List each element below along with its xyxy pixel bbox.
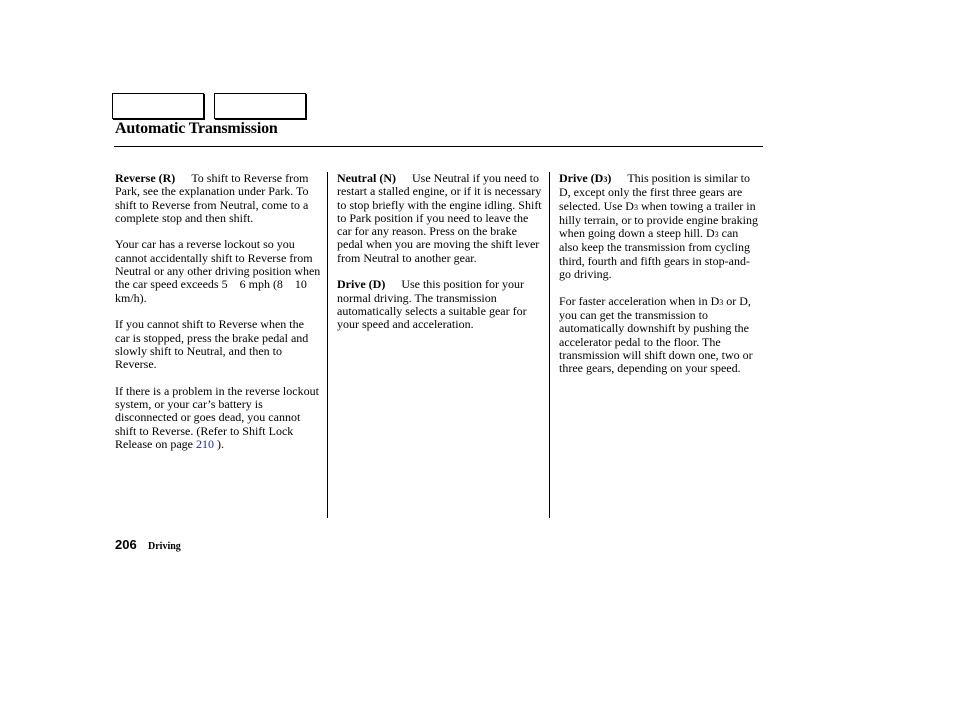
d3-heading xyxy=(559,171,611,185)
section-name: Driving xyxy=(148,541,181,552)
accel-sub: 3 xyxy=(719,297,724,307)
neutral-heading: Neutral (N) xyxy=(337,171,396,185)
column-neutral-drive xyxy=(337,172,543,345)
nav-button-previous[interactable] xyxy=(112,93,204,119)
problem-body-end: ). xyxy=(216,436,224,451)
d3-body-1: This position is similar to D, except only the first three gears are selected. Use D xyxy=(559,171,750,213)
d3-heading-close: ) xyxy=(607,171,612,185)
problem-paragraph xyxy=(115,385,321,451)
page-number: 206 xyxy=(115,537,137,552)
d3-heading-text: Drive (D xyxy=(559,171,604,185)
nav-button-next[interactable] xyxy=(214,93,306,119)
drive-paragraph xyxy=(337,278,543,331)
column-drive-d3 xyxy=(559,172,759,389)
accel-body-2: or D, you can get the transmission to automatically downshift by pushing the accelerator pedal to the floor. The transmission will shift down one, two or three gears, depending on your speed. xyxy=(559,293,753,376)
reverse-paragraph xyxy=(115,172,321,225)
neutral-body: Use Neutral if you need to restart a stalled engine, or if it is necessary to stop briefly with the engine idling. Shift to Park position if you need to leave the car for any reason. Press on the brake pedal when you are moving the shift lever from Neutral to another gear. xyxy=(337,171,542,265)
acceleration-paragraph xyxy=(559,295,759,376)
d3-body-3: can also keep the transmission from cycling third, fourth and fifth gears in stop-and-go driving. xyxy=(559,226,750,282)
lockout-paragraph: Your car has a reverse lockout so you cannot accidentally shift to Reverse from Neutral or any other driving position when the car speed exceeds 5 6 mph (8 10 km/h). xyxy=(115,237,324,305)
d3-sub-1: 3 xyxy=(633,202,638,212)
column-divider xyxy=(327,172,328,518)
drive-heading: Drive (D) xyxy=(337,277,386,292)
column-reverse xyxy=(115,171,324,465)
d3-paragraph xyxy=(559,172,759,281)
d3-sub-2: 3 xyxy=(714,230,719,240)
page-link-210[interactable]: 210 xyxy=(195,436,214,451)
title-divider xyxy=(114,146,763,147)
reverse-body: To shift to Reverse from Park, see the explanation under Park. To shift to Reverse from Neutral, come to a complete stop and then shift. xyxy=(115,171,309,225)
accel-body-1: For faster acceleration when in D xyxy=(559,293,720,308)
d3-body-2: when towing a trailer in hilly terrain, or to provide engine braking when going down a steep hill. D xyxy=(559,198,758,241)
reverse-heading: Reverse (R) xyxy=(115,171,176,185)
page-title: Automatic Transmission xyxy=(115,120,278,137)
column-divider xyxy=(549,172,550,518)
stopped-paragraph: If you cannot shift to Reverse when the car is stopped, press the brake pedal and slowly shift to Neutral, and then to Reverse. xyxy=(115,317,309,372)
problem-body: If there is a problem in the reverse lockout system, or your car’s battery is disconnected or goes dead, you cannot shift to Reverse. (Refer to Shift Lock Release on page xyxy=(115,383,319,451)
d3-heading-sub: 3 xyxy=(603,175,608,184)
drive-body: Use this position for your normal driving. The transmission automatically selects a suitable gear for your speed and acceleration. xyxy=(337,277,527,332)
neutral-paragraph xyxy=(337,172,543,265)
